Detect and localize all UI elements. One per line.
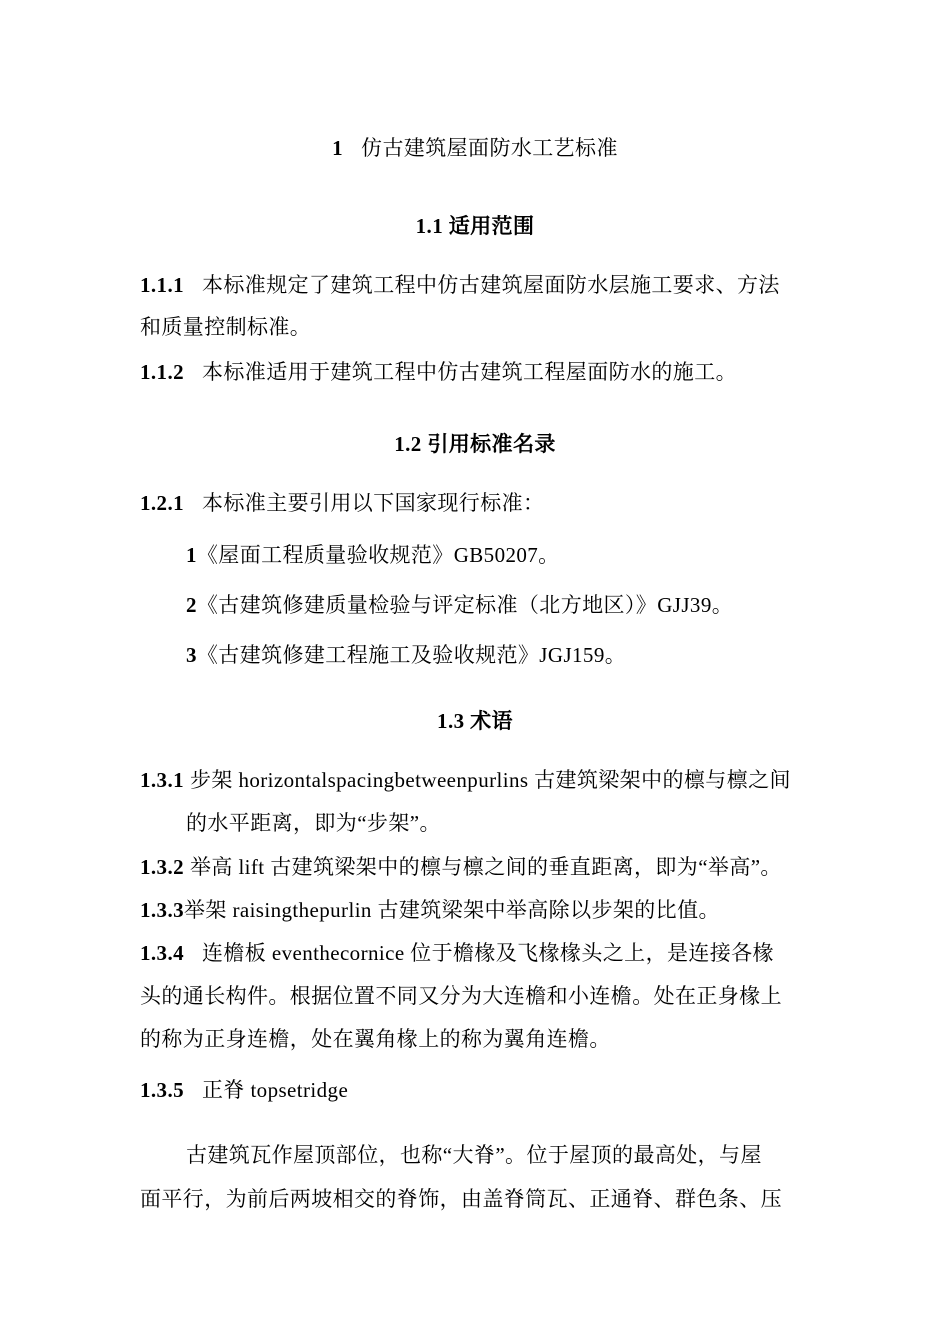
- term-text: 举架 raisingthepurlin 古建筑梁架中举高除以步架的比值。: [184, 898, 720, 922]
- clause-number: 1.2.1: [140, 491, 184, 515]
- section-heading-1-2: 1.2 引用标准名录: [394, 432, 556, 456]
- chapter-title-text: 仿古建筑屋面防水工艺标准: [361, 136, 618, 160]
- clause-1-1-2: [140, 358, 737, 386]
- term-number: 1.3.1: [140, 768, 184, 792]
- section-heading-1-3: 1.3 术语: [437, 709, 513, 733]
- item-text: 《古建筑修建工程施工及验收规范》JGJ159。: [196, 643, 627, 667]
- clause-number: 1.1.2: [140, 360, 184, 384]
- clause-1-1-1: [140, 271, 780, 299]
- chapter-title: [0, 134, 950, 162]
- item-number: 3: [186, 643, 197, 667]
- term-text: 步架 horizontalspacingbetweenpurlins 古建筑梁架中的檩与檩之间: [190, 768, 791, 792]
- item-number: 1: [186, 543, 197, 567]
- term-text: 连檐板 eventhecornice 位于檐椽及飞椽椽头之上，是连接各椽: [202, 941, 774, 965]
- clause-number: 1.1.1: [140, 273, 184, 297]
- reference-item-1: [186, 541, 560, 569]
- term-text: 举高 lift 古建筑梁架中的檩与檩之间的垂直距离，即为“举高”。: [190, 855, 782, 879]
- term-1-3-1: [140, 766, 791, 794]
- clause-text: 本标准适用于建筑工程中仿古建筑工程屋面防水的施工。: [202, 360, 737, 384]
- clause-text: 本标准主要引用以下国家现行标准：: [202, 491, 545, 515]
- term-1-3-3: [140, 896, 720, 924]
- term-1-3-4-cont-1: 头的通长构件。根据位置不同又分为大连檐和小连檐。处在正身椽上: [140, 984, 782, 1008]
- term-number: 1.3.4: [140, 941, 184, 965]
- term-1-3-4-cont-2: 的称为正身连檐，处在翼角椽上的称为翼角连檐。: [140, 1027, 611, 1051]
- body-paragraph-line-2: 面平行，为前后两坡相交的脊饰，由盖脊筒瓦、正通脊、群色条、压: [140, 1187, 782, 1211]
- term-1-3-1-cont: 的水平距离，即为“步架”。: [186, 811, 441, 835]
- body-paragraph-line-1: 古建筑瓦作屋顶部位，也称“大脊”。位于屋顶的最高处，与屋: [186, 1143, 762, 1167]
- term-text: 正脊 topsetridge: [202, 1078, 349, 1102]
- section-heading-1-1: 1.1 适用范围: [415, 214, 535, 238]
- clause-text: 本标准规定了建筑工程中仿古建筑屋面防水层施工要求、方法: [202, 273, 780, 297]
- reference-item-3: [186, 641, 626, 669]
- item-text: 《古建筑修建质量检验与评定标准（北方地区）》GJJ39。: [196, 593, 734, 617]
- term-1-3-4: [140, 939, 774, 967]
- term-number: 1.3.2: [140, 855, 184, 879]
- term-number: 1.3.5: [140, 1078, 184, 1102]
- term-1-3-2: [140, 853, 782, 881]
- term-1-3-5: [140, 1076, 348, 1104]
- chapter-number: 1: [332, 136, 344, 160]
- clause-1-1-1-cont: 和质量控制标准。: [140, 315, 312, 339]
- term-number: 1.3.3: [140, 898, 184, 922]
- reference-item-2: [186, 591, 733, 619]
- item-number: 2: [186, 593, 197, 617]
- clause-1-2-1: [140, 489, 544, 517]
- item-text: 《屋面工程质量验收规范》GB50207。: [196, 543, 560, 567]
